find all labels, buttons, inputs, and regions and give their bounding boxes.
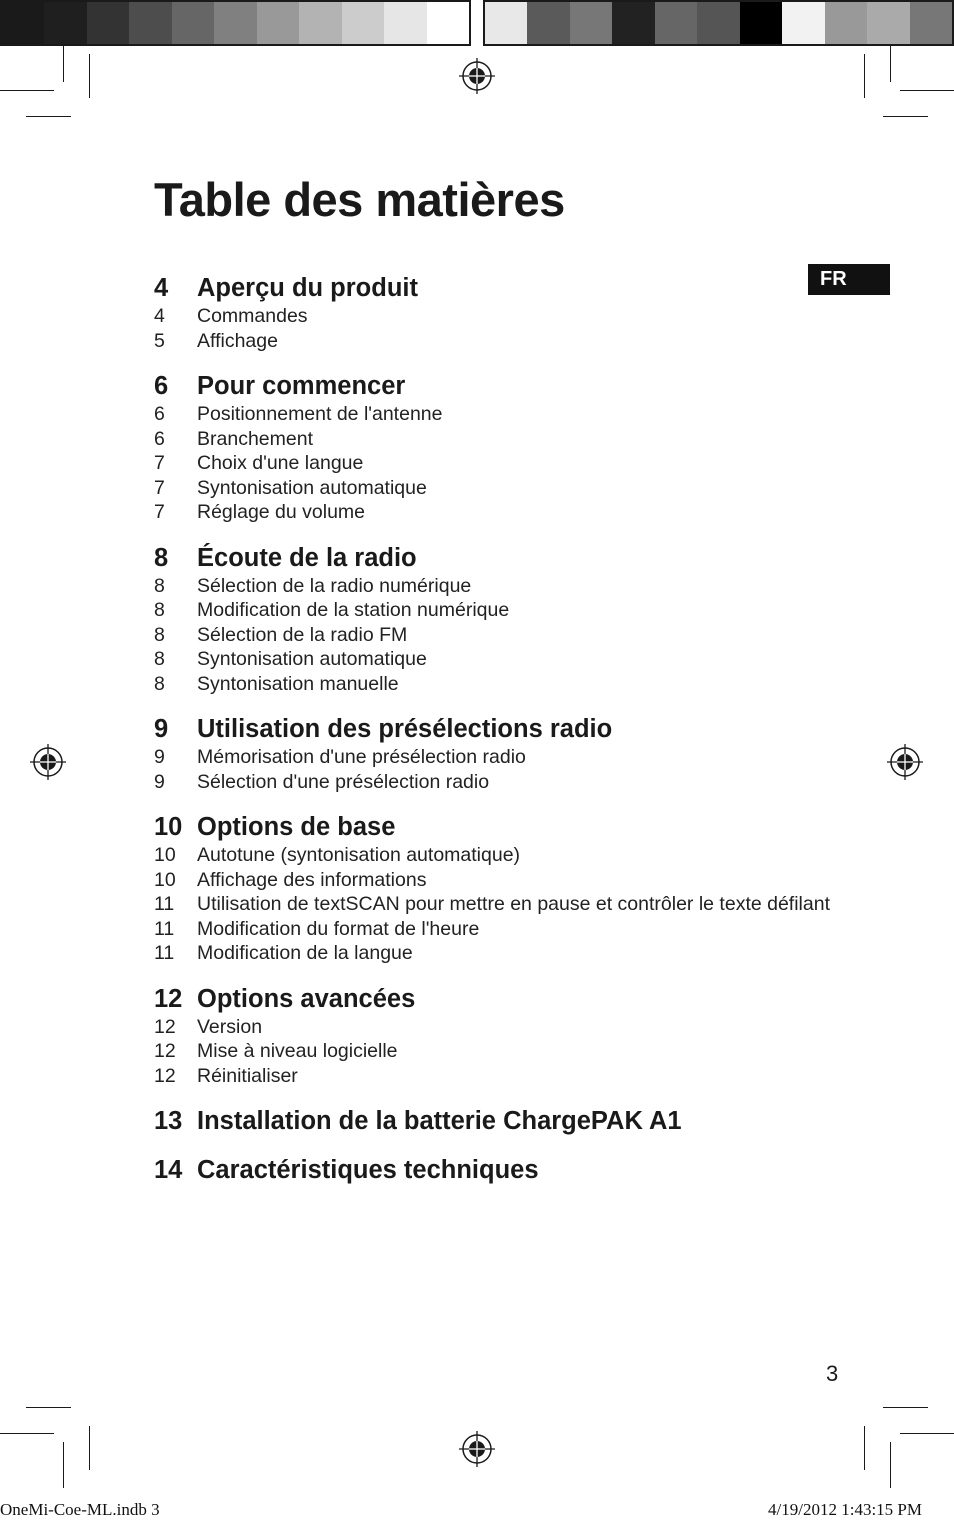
toc-section-heading (154, 370, 834, 402)
color-swatch (129, 2, 171, 44)
toc-entry (154, 892, 834, 917)
print-slug-file: OneMi-Coe-ML.indb 3 (0, 1500, 160, 1519)
toc-section-title: Caractéristiques techniques (197, 1156, 539, 1184)
toc-entry (154, 476, 834, 501)
toc-entry-text: Mémorisation d'une présélection radio (197, 746, 526, 768)
color-swatch (384, 2, 426, 44)
color-swatch (527, 2, 569, 44)
toc-entry-page: 12 (154, 1064, 176, 1087)
crop-mark (0, 1433, 54, 1434)
toc-section-page: 9 (154, 715, 169, 743)
crop-mark (883, 1407, 928, 1408)
toc-entry-text: Syntonisation automatique (197, 476, 427, 499)
color-swatch (570, 2, 612, 44)
crop-mark (890, 46, 891, 82)
toc-entry-page: 6 (154, 403, 165, 425)
toc-entry (154, 868, 834, 893)
toc-entry (154, 843, 834, 868)
toc-entry-text: Modification de la langue (197, 942, 413, 964)
color-swatch (697, 2, 739, 44)
toc-entry (154, 623, 834, 648)
toc-entry (154, 672, 834, 697)
toc-entry-page: 9 (154, 746, 165, 768)
toc-section-page: 13 (154, 1107, 183, 1135)
crop-mark (864, 54, 865, 98)
toc-entry (154, 1015, 834, 1040)
toc-entry (154, 598, 834, 623)
print-slug-datetime: 4/19/2012 1:43:15 PM (768, 1500, 922, 1519)
toc-entry-page: 8 (154, 672, 165, 695)
toc-entry-page: 12 (154, 1040, 176, 1062)
toc-entry (154, 941, 834, 966)
toc-entry-text: Utilisation de textSCAN pour mettre en pause et contrôler le texte défilant (197, 893, 830, 915)
toc-entry-text: Choix d'une langue (197, 452, 364, 474)
registration-mark-icon (459, 58, 495, 94)
toc-entry (154, 451, 834, 476)
toc-section-title: Utilisation des présélections radio (197, 715, 613, 743)
toc-entry-page: 8 (154, 599, 165, 621)
toc-section-page: 14 (154, 1156, 183, 1184)
toc-entry-page: 11 (154, 917, 175, 940)
crop-mark (0, 90, 54, 91)
toc-entry-text: Affichage (197, 329, 278, 352)
toc-section-title: Aperçu du produit (197, 274, 418, 302)
color-swatch (485, 2, 527, 44)
toc-section-title: Options avancées (197, 984, 416, 1013)
toc-entry-text: Sélection de la radio FM (197, 623, 408, 646)
toc-entry (154, 402, 834, 427)
toc-section-heading (154, 983, 834, 1015)
toc-section-page: 12 (154, 984, 183, 1013)
toc-entry-text: Version (197, 1015, 263, 1038)
toc-entry-text: Sélection de la radio numérique (197, 574, 472, 597)
toc-entry-page: 10 (154, 844, 176, 866)
color-swatch (342, 2, 384, 44)
toc-entry (154, 745, 834, 770)
toc-section (154, 542, 834, 697)
toc-section-heading (154, 811, 834, 843)
toc-entry-text: Syntonisation manuelle (197, 672, 399, 695)
toc-entry-page: 7 (154, 476, 165, 499)
toc-entry (154, 917, 834, 942)
toc-section (154, 713, 834, 794)
toc-entry-page: 4 (154, 305, 165, 327)
page-title: Table des matières (154, 173, 565, 226)
toc-entry-page: 12 (154, 1015, 176, 1038)
toc-section-title: Options de base (197, 813, 396, 841)
toc-entry-text: Mise à niveau logicielle (197, 1040, 398, 1062)
toc-section (154, 370, 834, 525)
toc-entry-page: 8 (154, 574, 165, 597)
crop-mark (89, 54, 90, 98)
crop-mark (26, 116, 71, 117)
toc-entry-text: Modification du format de l'heure (197, 917, 480, 940)
toc-entry (154, 427, 834, 452)
toc-entry-page: 8 (154, 648, 165, 670)
color-swatch (825, 2, 867, 44)
toc-entry (154, 574, 834, 599)
color-swatch (299, 2, 341, 44)
color-swatch (782, 2, 824, 44)
color-swatch (2, 2, 44, 44)
toc-section-title: Pour commencer (197, 372, 406, 400)
color-swatch (910, 2, 952, 44)
toc-section (154, 983, 834, 1089)
toc-entry-page: 7 (154, 452, 165, 474)
color-swatch (655, 2, 697, 44)
color-swatch (867, 2, 909, 44)
toc-section-page: 6 (154, 372, 169, 400)
toc-section-page: 8 (154, 543, 169, 572)
toc-entry-text: Commandes (197, 305, 308, 327)
toc-section (154, 811, 834, 966)
toc-entry (154, 647, 834, 672)
toc-section (154, 1154, 834, 1186)
crop-mark (63, 46, 64, 82)
toc-entry-text: Sélection d'une présélection radio (197, 770, 490, 793)
crop-mark (89, 1426, 90, 1470)
crop-mark (900, 1433, 954, 1434)
toc-entry (154, 1039, 834, 1064)
toc-section-heading (154, 542, 834, 574)
toc-entry-text: Modification de la station numérique (197, 599, 510, 621)
toc-section (154, 1105, 834, 1137)
toc-entry-text: Autotune (syntonisation automatique) (197, 844, 521, 866)
color-swatch (257, 2, 299, 44)
toc-entry-page: 8 (154, 623, 165, 646)
color-swatch (172, 2, 214, 44)
toc-entry-text: Syntonisation automatique (197, 648, 427, 670)
language-badge: FR (808, 264, 890, 295)
page-number: 3 (826, 1361, 839, 1386)
crop-mark (63, 1442, 64, 1488)
crop-mark (883, 116, 928, 117)
toc-entry (154, 1064, 834, 1089)
crop-mark (900, 90, 954, 91)
toc-entry-text: Positionnement de l'antenne (197, 403, 443, 425)
toc-entry-text: Réinitialiser (197, 1064, 298, 1087)
toc-section-title: Installation de la batterie ChargePAK A1 (197, 1107, 682, 1135)
toc-section-heading (154, 713, 834, 745)
registration-mark-icon (887, 744, 923, 780)
color-calibration-bar-right (483, 0, 954, 46)
color-calibration-bar-left (0, 0, 471, 46)
toc-entry-page: 11 (154, 893, 175, 915)
toc-entry-page: 11 (154, 942, 175, 964)
toc-entry (154, 500, 834, 525)
toc-entry (154, 329, 834, 354)
toc-entry-page: 6 (154, 427, 165, 450)
toc-entry (154, 304, 834, 329)
toc-entry (154, 770, 834, 795)
color-swatch (214, 2, 256, 44)
toc-section-page: 10 (154, 813, 183, 841)
toc-entry-page: 10 (154, 868, 176, 891)
toc-entry-page: 7 (154, 501, 165, 523)
toc-section-heading (154, 272, 834, 304)
toc-entry-text: Affichage des informations (197, 868, 427, 891)
toc-entry-page: 5 (154, 329, 165, 352)
toc-section-heading (154, 1154, 834, 1186)
crop-mark (864, 1426, 865, 1470)
toc-entry-text: Réglage du volume (197, 501, 366, 523)
registration-mark-icon (30, 744, 66, 780)
toc-section-heading (154, 1105, 834, 1137)
color-swatch (612, 2, 654, 44)
toc-section-title: Écoute de la radio (197, 543, 417, 572)
color-swatch (87, 2, 129, 44)
toc-entry-page: 9 (154, 770, 165, 793)
crop-mark (26, 1407, 71, 1408)
registration-mark-icon (459, 1431, 495, 1467)
table-of-contents (154, 272, 834, 1203)
color-swatch (427, 2, 469, 44)
crop-mark (890, 1442, 891, 1488)
toc-section-page: 4 (154, 274, 169, 302)
toc-entry-text: Branchement (197, 427, 313, 450)
toc-section (154, 272, 834, 353)
color-swatch (44, 2, 86, 44)
color-swatch (740, 2, 782, 44)
